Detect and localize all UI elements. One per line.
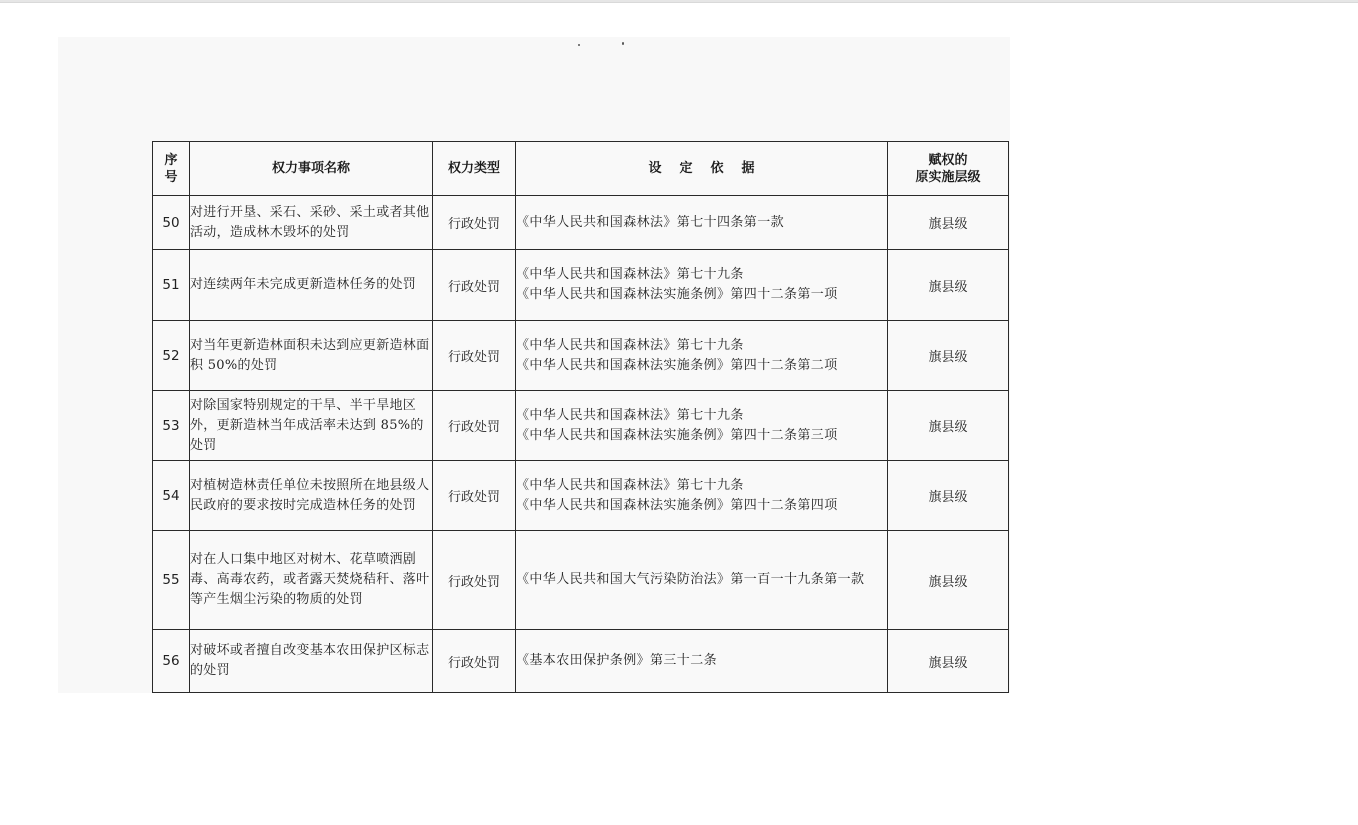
- row-power-type: 行政处罚: [433, 630, 516, 693]
- basis-line: 《中华人民共和国森林法实施条例》第四十二条第四项: [516, 497, 838, 513]
- row-power-name: 对除国家特别规定的干旱、半干旱地区外，更新造林当年成活率未达到 85%的处罚: [190, 391, 433, 461]
- row-power-name: 对当年更新造林面积未达到应更新造林面积 50%的处罚: [190, 321, 433, 391]
- basis-line: 《中华人民共和国森林法》第七十九条: [516, 477, 744, 493]
- row-basis: [516, 531, 888, 630]
- table-row: [153, 630, 1009, 693]
- header-seq: [153, 142, 190, 196]
- basis-line: 《中华人民共和国森林法》第七十四条第一款: [516, 214, 785, 230]
- row-number: 53: [153, 391, 190, 461]
- document-page: [0, 2, 1358, 825]
- table-row: [153, 531, 1009, 630]
- header-seq-line2: 号: [164, 169, 178, 185]
- basis-line: 《基本农田保护条例》第三十二条: [516, 653, 718, 668]
- row-power-type: 行政处罚: [433, 391, 516, 461]
- header-level-line1: 赋权的: [928, 152, 968, 168]
- row-number: 50: [153, 196, 190, 250]
- row-power-type: 行政处罚: [433, 196, 516, 250]
- row-level: 旗县级: [888, 630, 1009, 693]
- row-level: 旗县级: [888, 196, 1009, 250]
- row-power-name: 对植树造林责任单位未按照所在地县级人民政府的要求按时完成造林任务的处罚: [190, 461, 433, 531]
- table-row: [153, 321, 1009, 391]
- header-type: 权力类型: [433, 142, 516, 196]
- row-power-name: 对在人口集中地区对树木、花草喷洒剧毒、高毒农药，或者露天焚烧秸秆、落叶等产生烟尘污染的物质的处罚: [190, 531, 433, 630]
- row-basis: [516, 630, 888, 693]
- row-number: 54: [153, 461, 190, 531]
- basis-line: 《中华人民共和国森林法》第七十九条: [516, 337, 744, 353]
- row-level: 旗县级: [888, 250, 1009, 321]
- row-number: 56: [153, 630, 190, 693]
- row-power-name: 对破坏或者擅自改变基本农田保护区标志的处罚: [190, 630, 433, 693]
- row-level: 旗县级: [888, 321, 1009, 391]
- basis-line: 《中华人民共和国森林法》第七十九条: [516, 407, 744, 423]
- row-number: 55: [153, 531, 190, 630]
- header-basis: [516, 142, 888, 196]
- row-basis: [516, 250, 888, 321]
- row-power-type: 行政处罚: [433, 461, 516, 531]
- row-number: 52: [153, 321, 190, 391]
- table-row: [153, 196, 1009, 250]
- header-basis-label: 设定依据: [648, 161, 773, 176]
- header-level-line2: 原实施层级: [915, 169, 981, 185]
- row-power-type: 行政处罚: [433, 531, 516, 630]
- row-level: 旗县级: [888, 531, 1009, 630]
- row-power-type: 行政处罚: [433, 321, 516, 391]
- row-basis: [516, 321, 888, 391]
- basis-line: 《中华人民共和国森林法》第七十九条: [516, 267, 744, 282]
- row-power-name: 对连续两年未完成更新造林任务的处罚: [190, 250, 433, 321]
- row-level: 旗县级: [888, 391, 1009, 461]
- power-list-table: [152, 141, 1009, 693]
- scan-speck: [622, 42, 624, 45]
- row-level: 旗县级: [888, 461, 1009, 531]
- basis-line: 《中华人民共和国大气污染防治法》第一百一十九条第一款: [516, 572, 865, 587]
- row-power-name: 对进行开垦、采石、采砂、采土或者其他活动，造成林木毁坏的处罚: [190, 196, 433, 250]
- header-seq-line1: 序: [164, 152, 178, 168]
- row-power-type: 行政处罚: [433, 250, 516, 321]
- row-basis: [516, 196, 888, 250]
- table-row: [153, 391, 1009, 461]
- table-row: [153, 461, 1009, 531]
- table-header-row: [153, 142, 1009, 196]
- row-number: 51: [153, 250, 190, 321]
- table-row: [153, 250, 1009, 321]
- header-name: 权力事项名称: [190, 142, 433, 196]
- basis-line: 《中华人民共和国森林法实施条例》第四十二条第二项: [516, 357, 838, 373]
- row-basis: [516, 461, 888, 531]
- basis-line: 《中华人民共和国森林法实施条例》第四十二条第三项: [516, 427, 838, 443]
- row-basis: [516, 391, 888, 461]
- header-level: [888, 142, 1009, 196]
- basis-line: 《中华人民共和国森林法实施条例》第四十二条第一项: [516, 287, 838, 302]
- scan-speck: [578, 44, 580, 46]
